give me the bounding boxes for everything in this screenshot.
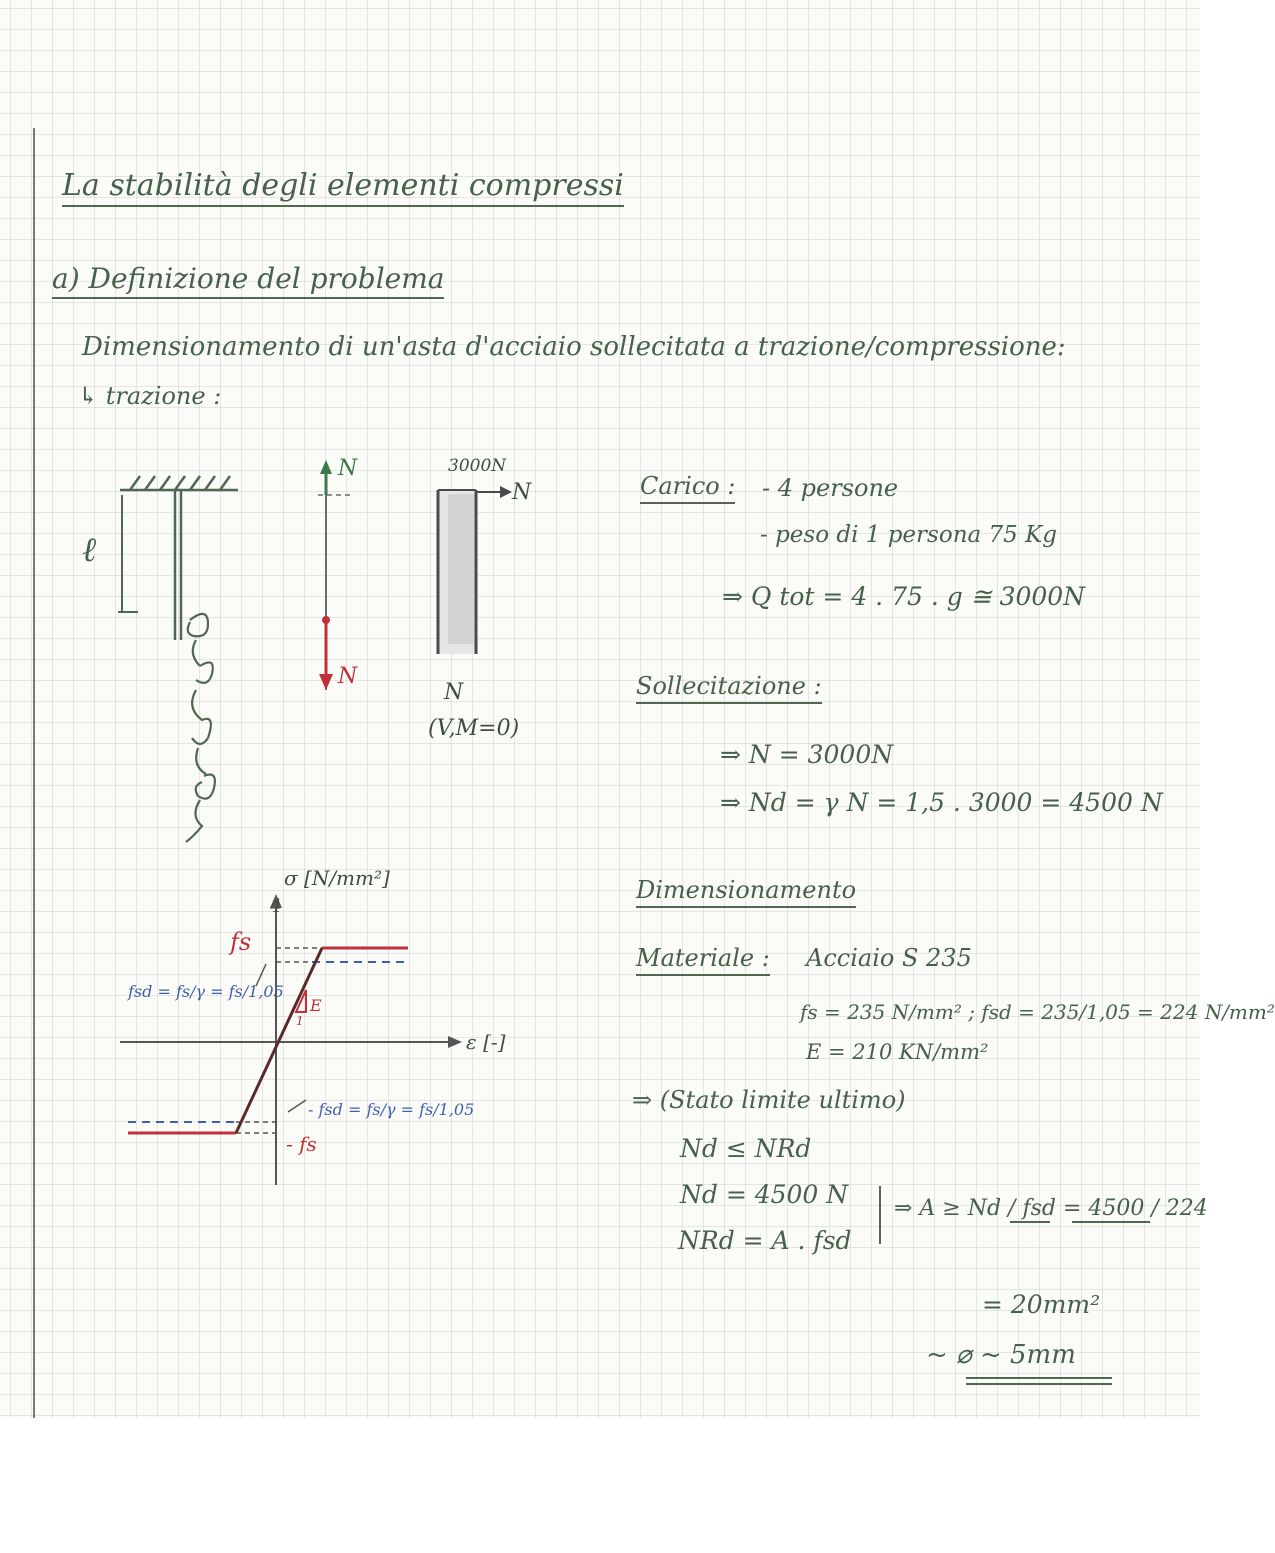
- section-heading: a) Definizione del problema: [52, 262, 444, 299]
- graph-one-label: 1: [296, 1014, 304, 1028]
- graph-tick-label: 4: [270, 896, 282, 917]
- carico-line-2: - peso di 1 persona 75 Kg: [760, 522, 1058, 548]
- carico-label: Carico :: [640, 472, 735, 504]
- length-label: ℓ: [82, 530, 97, 570]
- force-n-top: N: [338, 456, 358, 481]
- diameter-result: ~ ⌀ ~ 5mm: [926, 1340, 1076, 1370]
- force-3000n-label: 3000N: [448, 456, 507, 476]
- nd-value-line: Nd = 4500 N: [680, 1180, 849, 1209]
- axial-n-label: N: [444, 680, 464, 705]
- sollecitazione-label: Sollecitazione :: [636, 672, 822, 704]
- graph-fs-label: fs: [230, 928, 252, 956]
- graph-neg-fs-label: - fs: [286, 1132, 317, 1156]
- area-expression: ⇒ A ≥ Nd / fsd = 4500 / 224: [894, 1196, 1208, 1221]
- length-dimension: [118, 495, 138, 612]
- materiale-value: Acciaio S 235: [806, 944, 972, 972]
- ceiling-support: [120, 476, 238, 490]
- condition-line: Nd ≤ NRd: [680, 1134, 812, 1163]
- materiale-label: Materiale :: [636, 944, 770, 976]
- nrd-value-line: NRd = A . fsd: [678, 1226, 852, 1255]
- graph-x-label: ε [-]: [466, 1030, 506, 1054]
- e-line: E = 210 KN/mm²: [806, 1040, 989, 1064]
- graph-y-label: σ [N/mm²]: [284, 866, 390, 890]
- sollecitazione-line-2: ⇒ Nd = γ N = 1,5 . 3000 = 4500 N: [720, 788, 1163, 817]
- slu-line: ⇒ (Stato limite ultimo): [632, 1086, 906, 1114]
- force-n-bottom: N: [338, 664, 358, 689]
- section-rectangle: [438, 486, 512, 654]
- subcase-label: ↳ trazione :: [78, 382, 222, 410]
- intro-line: Dimensionamento di un'asta d'acciaio sollecitata a trazione/compressione:: [82, 332, 1066, 362]
- graph-fsd-label: fsd = fs/γ = fs/1,05: [128, 982, 284, 1001]
- vm-zero-label: (V,M=0): [428, 716, 520, 741]
- sollecitazione-line-1: ⇒ N = 3000N: [720, 740, 894, 769]
- hanging-rod: [175, 490, 181, 640]
- force-n-right: N: [512, 480, 532, 505]
- area-result: = 20mm²: [982, 1290, 1101, 1319]
- carico-line-3: ⇒ Q tot = 4 . 75 . g ≅ 3000N: [722, 582, 1086, 611]
- hanging-persons-figure: [186, 614, 215, 842]
- graph-neg-fsd-label: - fsd = fs/γ = fs/1,05: [308, 1100, 475, 1119]
- page-title: La stabilità degli elementi compressi: [62, 168, 624, 207]
- graph-e-label: E: [310, 996, 322, 1015]
- carico-line-1: - 4 persone: [762, 474, 899, 502]
- free-body-rod: [318, 460, 350, 690]
- fs-line: fs = 235 N/mm² ; fsd = 235/1,05 = 224 N/mm²: [800, 1000, 1275, 1024]
- dimensionamento-label: Dimensionamento: [636, 876, 856, 908]
